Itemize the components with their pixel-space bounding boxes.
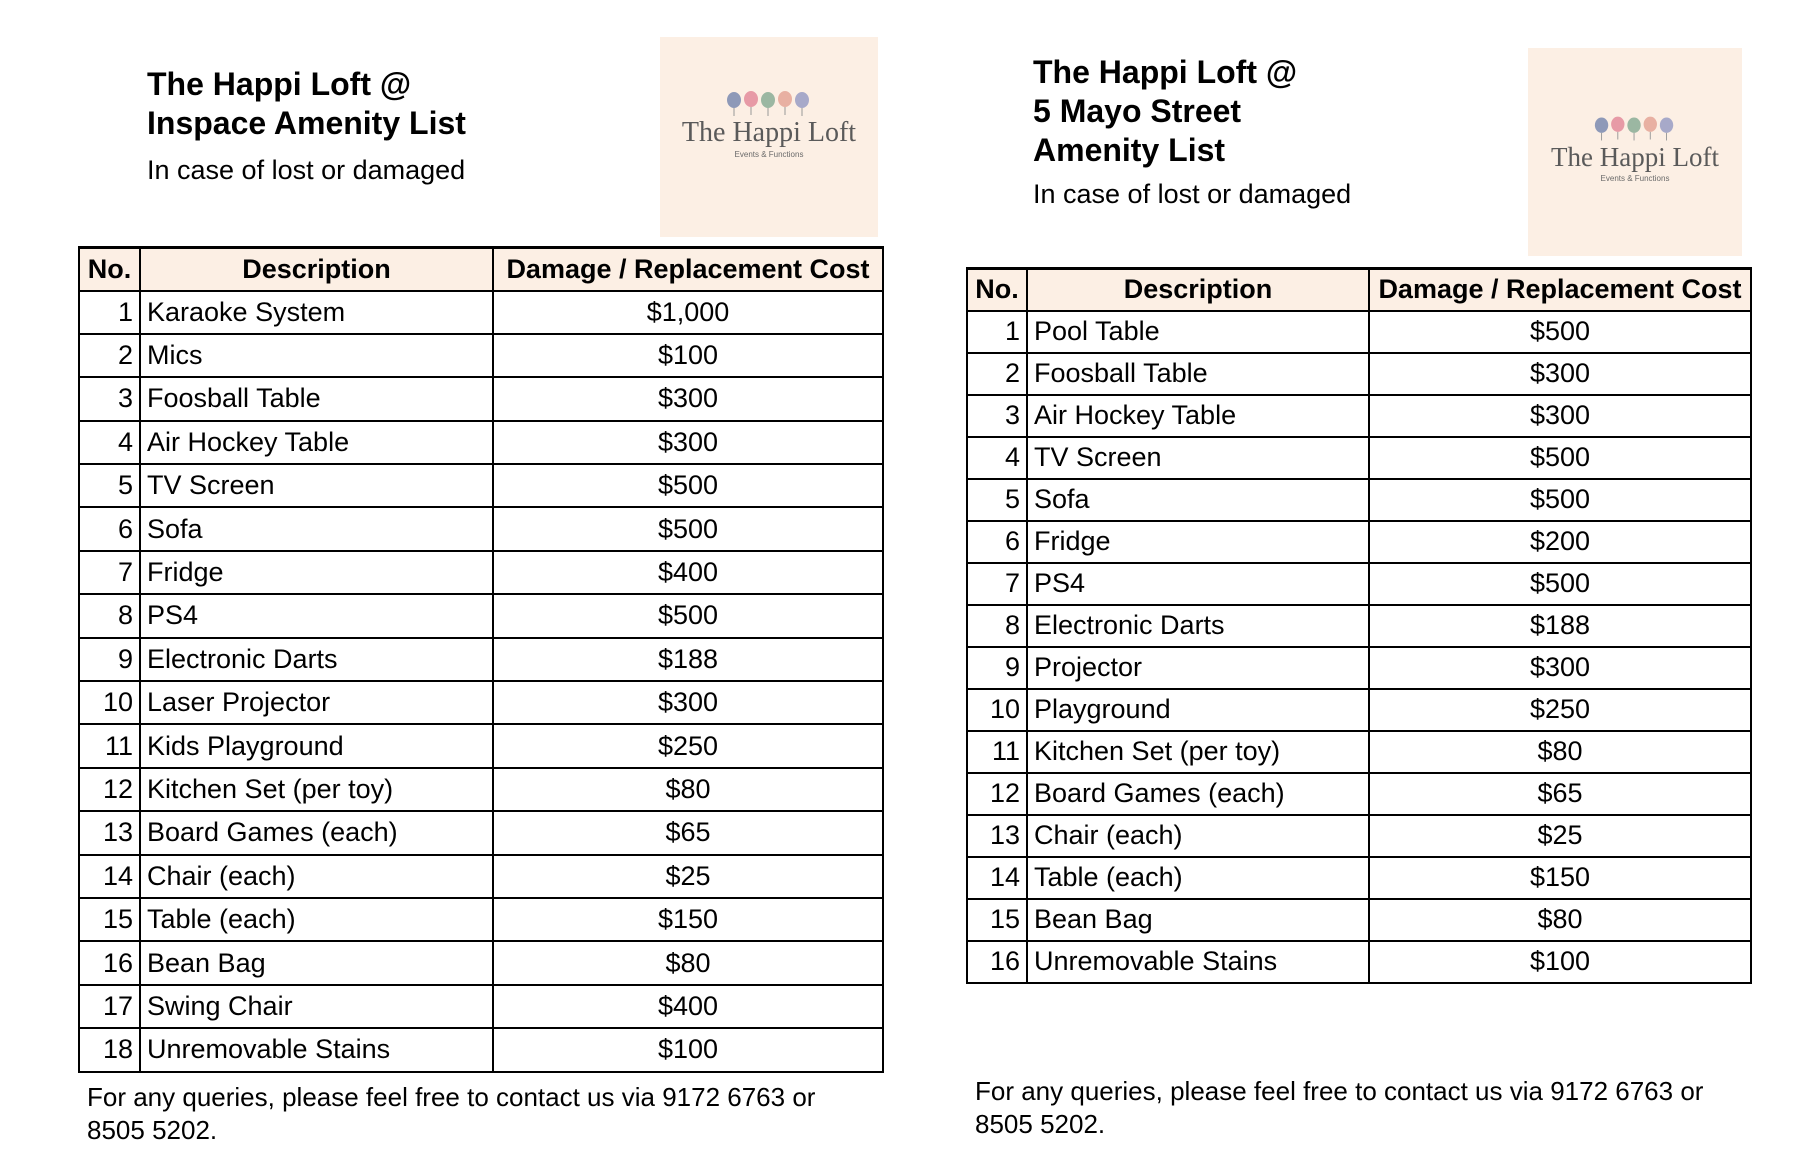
row-cost: $25 — [1369, 815, 1751, 857]
row-number: 13 — [967, 815, 1027, 857]
logo-tagline: Events & Functions — [734, 150, 804, 159]
right-title-line: The Happi Loft @ — [1033, 54, 1298, 90]
balloon-shape — [778, 91, 792, 107]
row-description: Foosball Table — [140, 377, 493, 420]
row-description: Board Games (each) — [140, 811, 493, 854]
row-number: 3 — [79, 377, 140, 420]
row-description: Projector — [1027, 647, 1369, 689]
table-row — [79, 594, 883, 637]
row-description: Unremovable Stains — [1027, 941, 1369, 983]
table-row — [79, 768, 883, 811]
row-number: 9 — [79, 638, 140, 681]
table-row — [967, 689, 1751, 731]
row-description: Unremovable Stains — [140, 1028, 493, 1071]
row-cost: $500 — [1369, 311, 1751, 353]
footer-line: For any queries, please feel free to contact us via 9172 6763 or — [87, 1082, 816, 1112]
row-cost: $80 — [493, 941, 883, 984]
balloon-shape — [761, 92, 775, 108]
table-row — [79, 985, 883, 1028]
row-number: 5 — [79, 464, 140, 507]
row-cost: $300 — [1369, 353, 1751, 395]
row-cost: $188 — [1369, 605, 1751, 647]
row-description: TV Screen — [1027, 437, 1369, 479]
row-number: 2 — [967, 353, 1027, 395]
left-logo — [660, 37, 878, 237]
balloon-shape — [1644, 117, 1657, 132]
balloon-shape — [1595, 118, 1608, 133]
row-cost: $300 — [493, 421, 883, 464]
balloon-shape — [1611, 117, 1624, 132]
table-row — [967, 311, 1751, 353]
table-row — [967, 479, 1751, 521]
row-cost: $250 — [1369, 689, 1751, 731]
row-number: 10 — [79, 681, 140, 724]
row-cost: $150 — [1369, 857, 1751, 899]
table-row — [79, 941, 883, 984]
row-number: 8 — [967, 605, 1027, 647]
row-cost: $300 — [1369, 395, 1751, 437]
row-description: Table (each) — [140, 898, 493, 941]
row-cost: $500 — [493, 594, 883, 637]
table-row — [967, 899, 1751, 941]
table-row — [967, 773, 1751, 815]
table-row — [79, 291, 883, 334]
row-number: 11 — [967, 731, 1027, 773]
row-description: Laser Projector — [140, 681, 493, 724]
row-description: Air Hockey Table — [1027, 395, 1369, 437]
row-description: Chair (each) — [140, 855, 493, 898]
table-row — [967, 437, 1751, 479]
row-description: Mics — [140, 334, 493, 377]
table-row — [967, 857, 1751, 899]
row-number: 3 — [967, 395, 1027, 437]
row-cost: $500 — [493, 464, 883, 507]
row-cost: $400 — [493, 985, 883, 1028]
row-number: 10 — [967, 689, 1027, 731]
table-row — [79, 638, 883, 681]
row-cost: $100 — [1369, 941, 1751, 983]
right-title-line: Amenity List — [1033, 132, 1226, 168]
left-footer — [87, 1081, 887, 1147]
row-cost: $65 — [1369, 773, 1751, 815]
table-row — [79, 421, 883, 464]
row-description: Sofa — [1027, 479, 1369, 521]
row-description: Kitchen Set (per toy) — [140, 768, 493, 811]
row-number: 11 — [79, 724, 140, 767]
row-cost: $500 — [1369, 437, 1751, 479]
table-header-row — [79, 248, 883, 291]
table-row — [79, 681, 883, 724]
row-description: Electronic Darts — [1027, 605, 1369, 647]
footer-line: 8505 5202. — [975, 1109, 1106, 1139]
balloons-icon — [724, 91, 814, 117]
header-no: No. — [967, 269, 1027, 311]
row-number: 16 — [79, 941, 140, 984]
table-row — [79, 551, 883, 594]
table-row — [79, 811, 883, 854]
row-cost: $100 — [493, 1028, 883, 1071]
table-row — [967, 647, 1751, 689]
row-number: 6 — [79, 507, 140, 550]
row-description: PS4 — [140, 594, 493, 637]
balloon-group — [727, 91, 809, 116]
right-table-body — [967, 311, 1751, 983]
row-description: Air Hockey Table — [140, 421, 493, 464]
row-number: 1 — [79, 291, 140, 334]
right-logo — [1528, 48, 1742, 256]
row-description: Playground — [1027, 689, 1369, 731]
row-description: Chair (each) — [1027, 815, 1369, 857]
row-description: Bean Bag — [1027, 899, 1369, 941]
row-number: 14 — [967, 857, 1027, 899]
table-row — [79, 855, 883, 898]
header-no: No. — [79, 248, 140, 291]
balloon-shape — [1627, 118, 1640, 133]
row-cost: $500 — [1369, 479, 1751, 521]
row-description: Fridge — [140, 551, 493, 594]
row-cost: $188 — [493, 638, 883, 681]
row-number: 4 — [967, 437, 1027, 479]
row-cost: $80 — [493, 768, 883, 811]
row-description: Sofa — [140, 507, 493, 550]
row-number: 7 — [79, 551, 140, 594]
row-description: Table (each) — [1027, 857, 1369, 899]
left-subtitle: In case of lost or damaged — [147, 155, 466, 185]
row-cost: $100 — [493, 334, 883, 377]
row-description: TV Screen — [140, 464, 493, 507]
table-row — [79, 464, 883, 507]
row-cost: $200 — [1369, 521, 1751, 563]
balloon-group — [1595, 117, 1673, 141]
table-row — [967, 815, 1751, 857]
row-number: 13 — [79, 811, 140, 854]
balloon-shape — [1660, 118, 1673, 133]
row-number: 9 — [967, 647, 1027, 689]
row-number: 1 — [967, 311, 1027, 353]
header-cost: Damage / Replacement Cost — [1369, 269, 1751, 311]
table-row — [967, 353, 1751, 395]
row-cost: $500 — [493, 507, 883, 550]
row-number: 5 — [967, 479, 1027, 521]
balloons-icon — [1592, 116, 1678, 142]
table-row — [79, 377, 883, 420]
right-title — [1033, 53, 1297, 170]
row-number: 7 — [967, 563, 1027, 605]
row-cost: $300 — [1369, 647, 1751, 689]
row-number: 8 — [79, 594, 140, 637]
logo-tagline: Events & Functions — [1600, 174, 1670, 183]
right-footer — [975, 1075, 1765, 1141]
row-number: 12 — [967, 773, 1027, 815]
footer-line: For any queries, please feel free to contact us via 9172 6763 or — [975, 1076, 1704, 1106]
right-subtitle: In case of lost or damaged — [1033, 179, 1352, 209]
left-title-line: The Happi Loft @ — [147, 66, 412, 102]
row-cost: $25 — [493, 855, 883, 898]
row-number: 18 — [79, 1028, 140, 1071]
header-description: Description — [1027, 269, 1369, 311]
logo-brand-text: The Happi Loft — [681, 117, 857, 148]
row-cost: $80 — [1369, 899, 1751, 941]
row-number: 2 — [79, 334, 140, 377]
row-cost: $400 — [493, 551, 883, 594]
table-row — [79, 898, 883, 941]
table-row — [967, 941, 1751, 983]
row-cost: $300 — [493, 377, 883, 420]
header-cost: Damage / Replacement Cost — [493, 248, 883, 291]
row-description: Foosball Table — [1027, 353, 1369, 395]
balloon-shape — [744, 91, 758, 107]
table-header-row — [967, 269, 1751, 311]
row-cost: $500 — [1369, 563, 1751, 605]
row-number: 15 — [79, 898, 140, 941]
row-description: Swing Chair — [140, 985, 493, 1028]
row-description: Electronic Darts — [140, 638, 493, 681]
row-description: PS4 — [1027, 563, 1369, 605]
row-cost: $1,000 — [493, 291, 883, 334]
table-row — [967, 563, 1751, 605]
row-cost: $150 — [493, 898, 883, 941]
row-number: 17 — [79, 985, 140, 1028]
left-amenity-table — [78, 246, 884, 1073]
row-description: Karaoke System — [140, 291, 493, 334]
row-number: 4 — [79, 421, 140, 464]
row-cost: $250 — [493, 724, 883, 767]
row-description: Kids Playground — [140, 724, 493, 767]
table-row — [79, 334, 883, 377]
row-number: 12 — [79, 768, 140, 811]
row-number: 14 — [79, 855, 140, 898]
logo-brand-text: The Happi Loft — [1551, 142, 1719, 172]
table-row — [967, 731, 1751, 773]
table-row — [967, 605, 1751, 647]
right-amenity-table — [966, 267, 1752, 984]
row-description: Fridge — [1027, 521, 1369, 563]
balloon-shape — [795, 92, 809, 108]
left-title-line: Inspace Amenity List — [147, 105, 466, 141]
row-cost: $80 — [1369, 731, 1751, 773]
table-row — [967, 521, 1751, 563]
row-description: Bean Bag — [140, 941, 493, 984]
row-description: Pool Table — [1027, 311, 1369, 353]
table-row — [79, 724, 883, 767]
row-cost: $300 — [493, 681, 883, 724]
balloon-shape — [727, 92, 741, 108]
row-number: 16 — [967, 941, 1027, 983]
table-row — [967, 395, 1751, 437]
row-description: Board Games (each) — [1027, 773, 1369, 815]
row-number: 6 — [967, 521, 1027, 563]
table-row — [79, 507, 883, 550]
header-description: Description — [140, 248, 493, 291]
footer-line: 8505 5202. — [87, 1115, 218, 1145]
left-title — [147, 65, 466, 143]
row-cost: $65 — [493, 811, 883, 854]
right-title-line: 5 Mayo Street — [1033, 93, 1242, 129]
row-description: Kitchen Set (per toy) — [1027, 731, 1369, 773]
table-row — [79, 1028, 883, 1071]
row-number: 15 — [967, 899, 1027, 941]
left-table-body — [79, 291, 883, 1072]
